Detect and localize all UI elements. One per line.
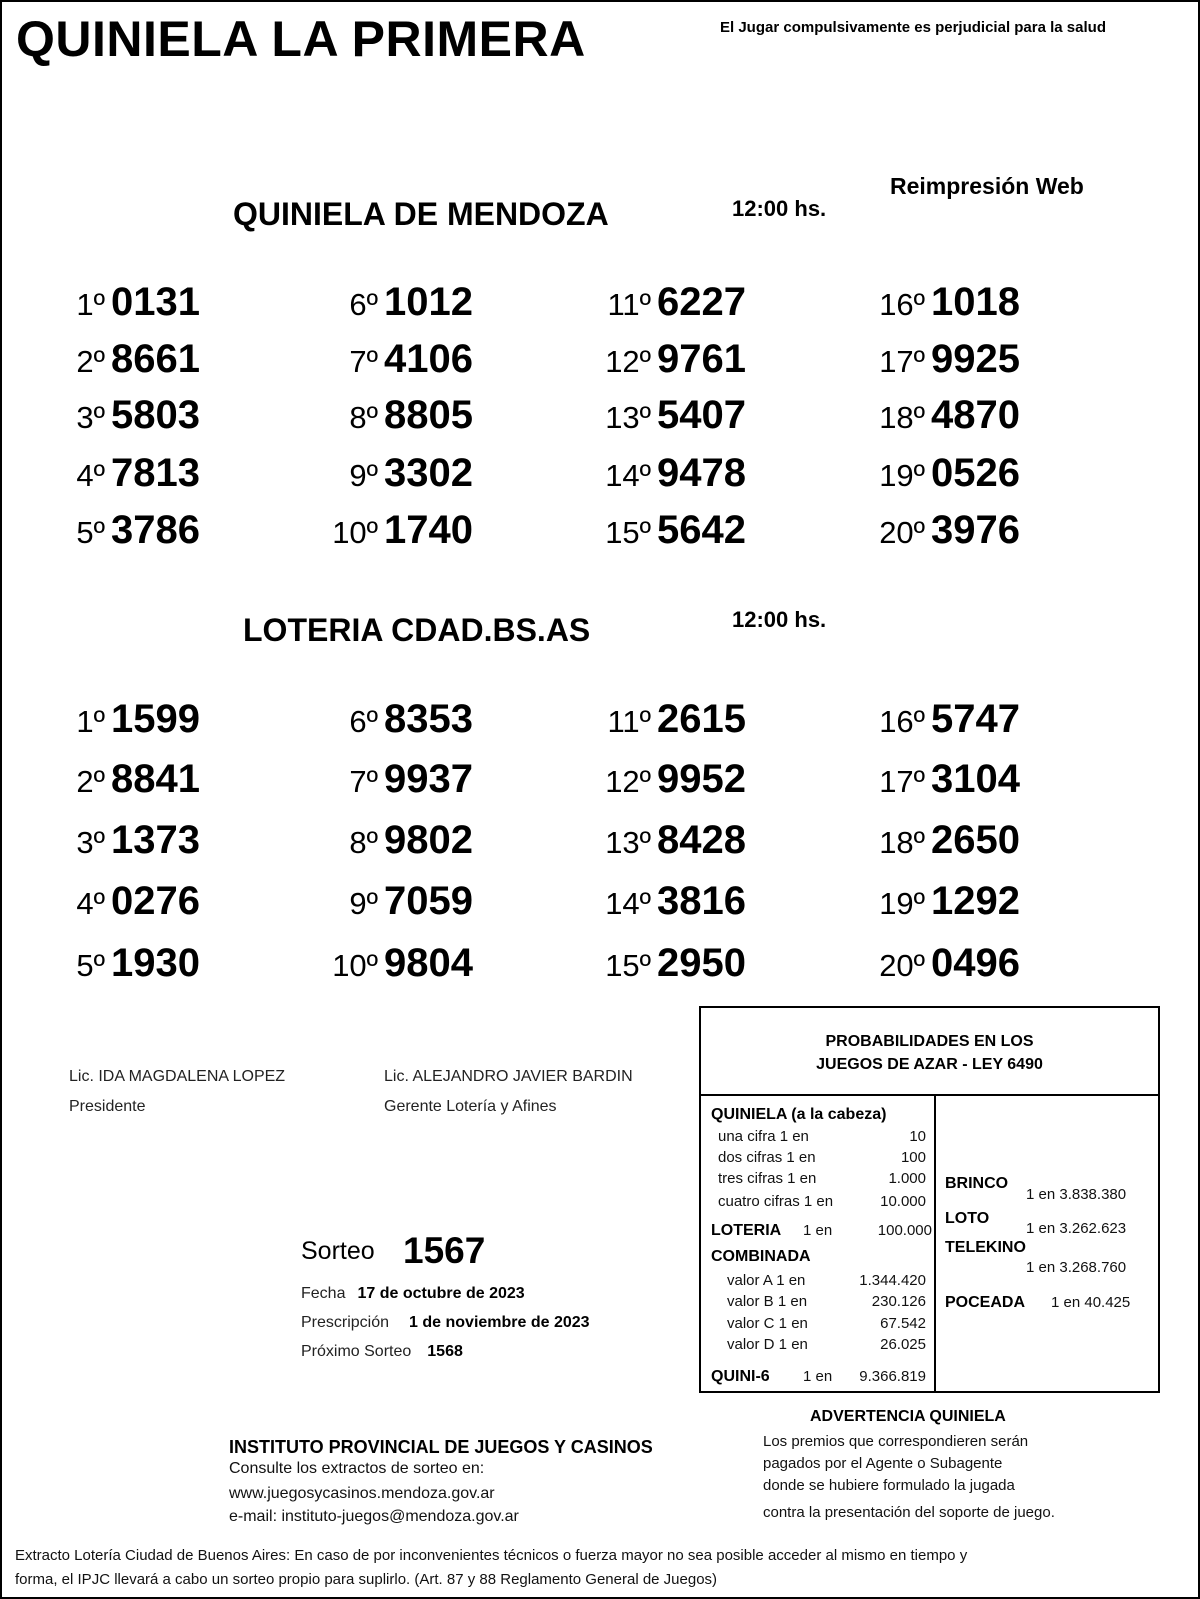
proximo-row [301, 1343, 463, 1361]
combinada-row-label: valor B 1 en [727, 1293, 808, 1310]
result-number: 4106 [384, 337, 473, 381]
result-position: 17º [879, 764, 925, 799]
result-position: 18º [879, 825, 925, 860]
result-number: 9937 [384, 757, 473, 801]
result-number: 1292 [931, 879, 1020, 923]
result-number: 9925 [931, 337, 1020, 381]
result-entry [55, 757, 200, 802]
signature-role-president: Presidente [69, 1098, 146, 1115]
result-entry [328, 941, 473, 986]
result-number: 5747 [931, 697, 1020, 741]
result-entry [55, 879, 200, 924]
probabilities-divider [934, 1096, 936, 1391]
result-entry [328, 451, 473, 496]
result-number: 3976 [931, 508, 1020, 552]
sorteo-number: 1567 [403, 1230, 486, 1271]
quiniela-row-value: 10 [909, 1128, 926, 1145]
result-position: 14º [605, 458, 651, 493]
instituto-consulte: Consulte los extractos de sorteo en: [229, 1460, 485, 1477]
telekino-prob-label: TELEKINO [945, 1239, 1026, 1256]
result-entry [55, 818, 200, 863]
result-position: 12º [605, 764, 651, 799]
result-entry [328, 393, 473, 438]
result-position: 10º [332, 515, 378, 550]
quiniela-row-label: cuatro cifras 1 en [718, 1193, 834, 1210]
fecha-label: Fecha [301, 1285, 346, 1302]
result-entry [601, 757, 746, 802]
combinada-row-value: 26.025 [880, 1336, 926, 1353]
probabilities-header [701, 1008, 1158, 1096]
result-position: 14º [605, 886, 651, 921]
result-entry [875, 757, 1020, 802]
result-number: 5642 [657, 508, 746, 552]
result-entry [328, 879, 473, 924]
result-position: 17º [879, 344, 925, 379]
result-entry [875, 451, 1020, 496]
result-number: 1930 [111, 941, 200, 985]
result-position: 4º [76, 886, 105, 921]
loteria-prob-value: 100.000 [877, 1222, 932, 1239]
result-position: 11º [607, 287, 651, 322]
quiniela-row-value: 100 [900, 1149, 926, 1166]
main-title: QUINIELA LA PRIMERA [16, 11, 586, 67]
result-position: 6º [349, 287, 378, 322]
result-position: 20º [879, 948, 925, 983]
result-position: 13º [605, 825, 651, 860]
health-warning: El Jugar compulsivamente es perjudicial para la salud [720, 19, 1106, 36]
result-number: 8841 [111, 757, 200, 801]
result-number: 2650 [931, 818, 1020, 862]
result-entry [875, 280, 1020, 325]
result-entry [55, 941, 200, 986]
result-entry [328, 508, 473, 553]
result-entry [601, 508, 746, 553]
result-entry [328, 757, 473, 802]
result-entry [875, 337, 1020, 382]
result-number: 3786 [111, 508, 200, 552]
result-position: 18º [879, 400, 925, 435]
result-entry [328, 337, 473, 382]
signature-name-manager: Lic. ALEJANDRO JAVIER BARDIN [384, 1068, 633, 1085]
combinada-row-value: 1.344.420 [859, 1272, 926, 1289]
result-position: 11º [607, 704, 651, 739]
result-position: 9º [349, 886, 378, 921]
advertencia-line: contra la presentación del soporte de juego. [763, 1504, 1055, 1521]
result-entry [55, 280, 200, 325]
loteria-prob-en: 1 en [803, 1222, 833, 1239]
result-number: 0276 [111, 879, 200, 923]
result-number: 9478 [657, 451, 746, 495]
combinada-row-value: 230.126 [871, 1293, 926, 1310]
result-number: 8353 [384, 697, 473, 741]
result-position: 8º [349, 400, 378, 435]
result-position: 15º [605, 515, 651, 550]
result-position: 5º [76, 515, 105, 550]
probabilities-title-2: JUEGOS DE AZAR - LEY 6490 [816, 1056, 1043, 1073]
result-position: 2º [76, 344, 105, 379]
quiniela-row-label: tres cifras 1 en [718, 1170, 817, 1187]
footer-line-1: Extracto Lotería Ciudad de Buenos Aires: En caso de por inconvenientes técnicos o fuerza mayor no sea posible acceder al mismo en tiempo y [15, 1547, 968, 1564]
result-entry [601, 818, 746, 863]
probabilities-title-1: PROBABILIDADES EN LOS [825, 1033, 1034, 1050]
result-position: 5º [76, 948, 105, 983]
quiniela-row-label: dos cifras 1 en [718, 1149, 816, 1166]
combinada-row-label: valor A 1 en [727, 1272, 806, 1289]
quiniela-prob-label: QUINIELA (a la cabeza) [711, 1106, 887, 1123]
result-entry [601, 337, 746, 382]
result-position: 10º [332, 948, 378, 983]
reprint-label: Reimpresión Web [890, 173, 1084, 199]
section-title-mendoza: QUINIELA DE MENDOZA [233, 196, 609, 232]
result-number: 1740 [384, 508, 473, 552]
result-entry [601, 280, 746, 325]
result-position: 3º [76, 400, 105, 435]
result-number: 2950 [657, 941, 746, 985]
result-number: 1599 [111, 697, 200, 741]
instituto-website-link[interactable]: www.juegosycasinos.mendoza.gov.ar [229, 1485, 495, 1502]
signature-role-manager: Gerente Lotería y Afines [384, 1098, 557, 1115]
poceada-prob-value: 1 en 40.425 [1051, 1294, 1131, 1311]
result-position: 2º [76, 764, 105, 799]
result-number: 1012 [384, 280, 473, 324]
result-entry [55, 451, 200, 496]
result-number: 9952 [657, 757, 746, 801]
result-number: 0526 [931, 451, 1020, 495]
result-entry [55, 697, 200, 742]
result-number: 9804 [384, 941, 473, 985]
result-entry [55, 393, 200, 438]
result-number: 8805 [384, 393, 473, 437]
loteria-prob-label: LOTERIA [711, 1222, 782, 1239]
loto-prob-value: 1 en 3.262.623 [1026, 1220, 1127, 1237]
quiniela-row-value: 10.000 [880, 1193, 926, 1210]
result-position: 15º [605, 948, 651, 983]
result-number: 9802 [384, 818, 473, 862]
result-number: 6227 [657, 280, 746, 324]
result-number: 3816 [657, 879, 746, 923]
combinada-row-value: 67.542 [880, 1315, 926, 1332]
result-position: 16º [879, 704, 925, 739]
result-position: 12º [605, 344, 651, 379]
proximo-value: 1568 [427, 1343, 463, 1360]
footer-line-2: forma, el IPJC llevará a cabo un sorteo propio para suplirlo. (Art. 87 y 88 Reglamento General de Juegos) [15, 1571, 718, 1588]
result-entry [601, 879, 746, 924]
result-number: 8428 [657, 818, 746, 862]
probabilities-box [699, 1006, 1160, 1393]
result-number: 5407 [657, 393, 746, 437]
result-position: 19º [879, 886, 925, 921]
quiniela-row-label: una cifra 1 en [718, 1128, 809, 1145]
combinada-row-label: valor D 1 en [727, 1336, 808, 1353]
quini6-prob-en: 1 en [803, 1368, 833, 1385]
advertencia-line: Los premios que correspondieren serán [763, 1433, 1029, 1450]
result-position: 1º [76, 287, 105, 322]
result-entry [601, 941, 746, 986]
result-position: 19º [879, 458, 925, 493]
result-number: 0131 [111, 280, 200, 324]
result-entry [875, 818, 1020, 863]
fecha-row [301, 1285, 525, 1303]
advertencia-line: donde se hubiere formulado la jugada [763, 1477, 1015, 1494]
result-entry [875, 393, 1020, 438]
result-position: 3º [76, 825, 105, 860]
instituto-email-link[interactable]: e-mail: instituto-juegos@mendoza.gov.ar [229, 1508, 519, 1525]
brinco-prob-label: BRINCO [945, 1175, 1009, 1192]
quini6-prob-label: QUINI-6 [711, 1368, 770, 1385]
result-number: 1018 [931, 280, 1020, 324]
result-entry [55, 337, 200, 382]
result-position: 7º [349, 764, 378, 799]
result-position: 20º [879, 515, 925, 550]
sorteo-label: Sorteo [301, 1237, 375, 1265]
result-position: 6º [349, 704, 378, 739]
result-entry [601, 393, 746, 438]
result-entry [875, 941, 1020, 986]
result-number: 4870 [931, 393, 1020, 437]
result-number: 8661 [111, 337, 200, 381]
result-entry [601, 697, 746, 742]
poceada-prob-label: POCEADA [945, 1294, 1026, 1311]
result-number: 7813 [111, 451, 200, 495]
prescripcion-row [301, 1314, 590, 1332]
advertencia-line: pagados por el Agente o Subagente [763, 1455, 1003, 1472]
result-position: 8º [349, 825, 378, 860]
result-number: 9761 [657, 337, 746, 381]
prescripcion-label: Prescripción [301, 1314, 390, 1331]
result-position: 1º [76, 704, 105, 739]
section-time-mendoza: 12:00 hs. [732, 196, 827, 221]
result-entry [328, 280, 473, 325]
result-entry [875, 508, 1020, 553]
result-entry [875, 697, 1020, 742]
result-number: 0496 [931, 941, 1020, 985]
result-position: 16º [879, 287, 925, 322]
combinada-row-label: valor C 1 en [727, 1315, 808, 1332]
result-number: 5803 [111, 393, 200, 437]
brinco-prob-value: 1 en 3.838.380 [1026, 1186, 1127, 1203]
instituto-title: INSTITUTO PROVINCIAL DE JUEGOS Y CASINOS [229, 1437, 653, 1457]
result-number: 7059 [384, 879, 473, 923]
result-entry [328, 697, 473, 742]
proximo-label: Próximo Sorteo [301, 1343, 412, 1360]
result-position: 7º [349, 344, 378, 379]
signature-name-president: Lic. IDA MAGDALENA LOPEZ [69, 1068, 286, 1085]
prescripcion-value: 1 de noviembre de 2023 [409, 1314, 590, 1331]
telekino-prob-value: 1 en 3.268.760 [1026, 1259, 1127, 1276]
result-number: 3104 [931, 757, 1020, 801]
result-entry [55, 508, 200, 553]
combinada-prob-label: COMBINADA [711, 1248, 811, 1265]
result-entry [875, 879, 1020, 924]
quini6-prob-value: 9.366.819 [859, 1368, 926, 1385]
result-number: 2615 [657, 697, 746, 741]
result-entry [601, 451, 746, 496]
result-position: 4º [76, 458, 105, 493]
section-time-loteria: 12:00 hs. [732, 607, 827, 632]
result-position: 9º [349, 458, 378, 493]
result-position: 13º [605, 400, 651, 435]
advertencia-title: ADVERTENCIA QUINIELA [810, 1408, 1006, 1425]
section-title-loteria: LOTERIA CDAD.BS.AS [243, 612, 591, 648]
quiniela-row-value: 1.000 [888, 1170, 926, 1187]
result-entry [328, 818, 473, 863]
result-number: 1373 [111, 818, 200, 862]
result-number: 3302 [384, 451, 473, 495]
fecha-value: 17 de octubre de 2023 [357, 1285, 525, 1302]
loto-prob-label: LOTO [945, 1210, 990, 1227]
